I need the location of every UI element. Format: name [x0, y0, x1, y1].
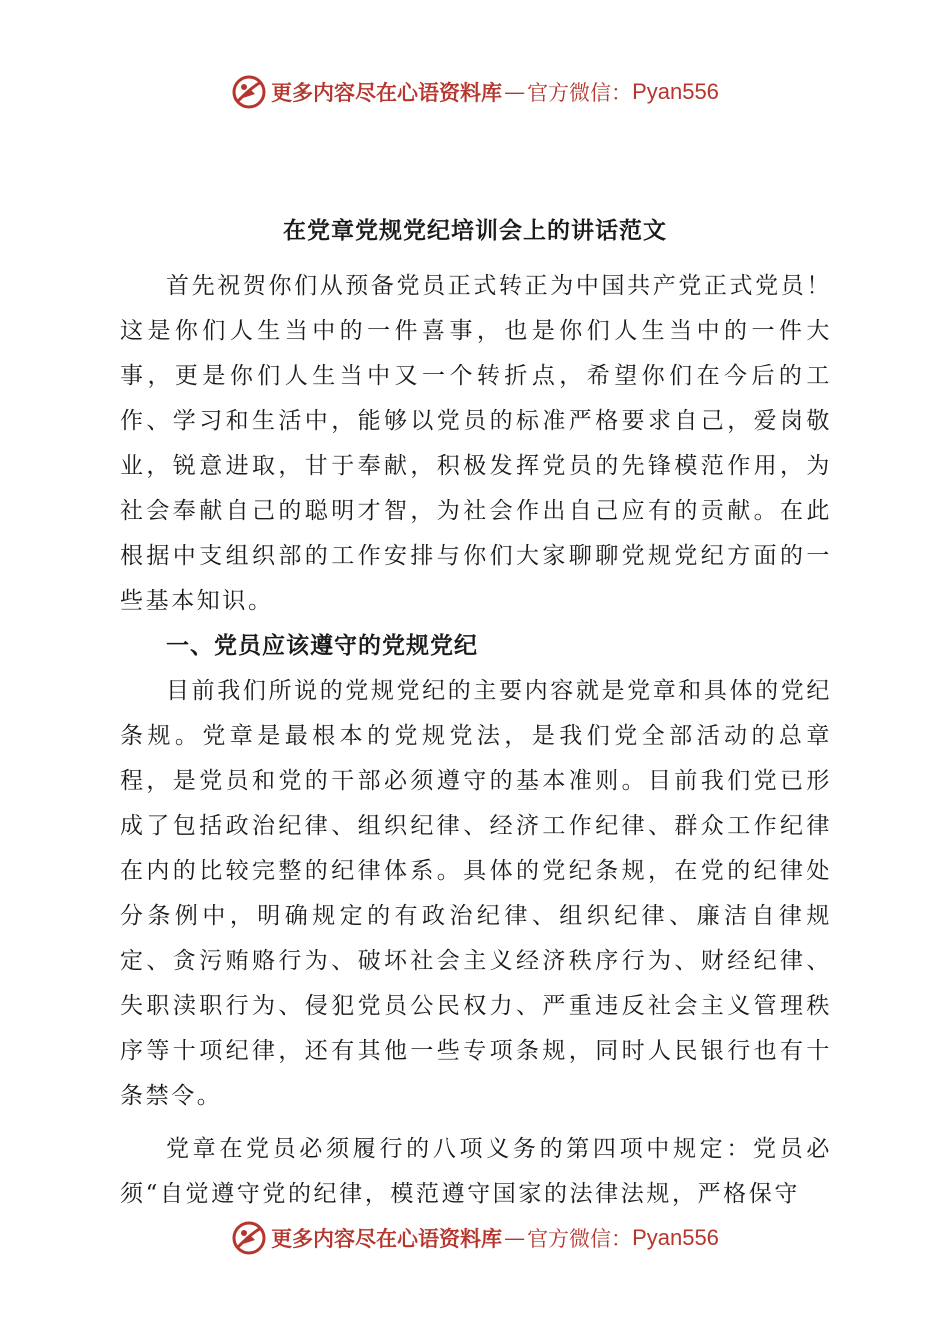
banner-wechat-label: 官方微信：: [527, 81, 633, 105]
paragraph-party-constitution: 党章在党员必须履行的八项义务的第四项中规定：党员必须“自觉遵守党的纪律，模范遵守国家的法律法规，严格保守: [120, 1136, 832, 1207]
brand-logo-icon: [231, 74, 267, 110]
paragraph-intro: 首先祝贺你们从预备党员正式转正为中国共产党正式党员！这是你们人生当中的一件喜事，也是你们人生当中的一件大事，更是你们人生当中又一个转折点，希望你们在今后的工作、学习和生活中，能够以党员的标准严格要求自己，爱岗敬业，锐意进取，甘于奉献，积极发挥党员的先锋模范作用，为社会奉献自己的聪明才智，为社会作出自己应有的贡献。在此根据中支组织部的工作安排与你们大家聊聊党规党纪方面的一些基本知识。: [120, 273, 832, 614]
document-body: [120, 264, 832, 1217]
banner-separator: —: [504, 1226, 526, 1250]
banner-brand-text: 更多内容尽在心语资料库: [271, 80, 503, 105]
document-title: 在党章党规党纪培训会上的讲话范文: [283, 218, 667, 244]
brand-logo-icon: [231, 1220, 267, 1256]
banner-wechat-label: 官方微信：: [527, 1227, 633, 1251]
banner-wechat-id: Pyan556: [632, 79, 719, 104]
paragraph-party-rules: 目前我们所说的党规党纪的主要内容就是党章和具体的党纪条规。党章是最根本的党规党法，是我们党全部活动的总章程，是党员和党的干部必须遵守的基本准则。目前我们党已形成了包括政治纪律、组织纪律、经济工作纪律、群众工作纪律在内的比较完整的纪律体系。具体的党纪条规，在党的纪律处分条例中，明确规定的有政治纪律、组织纪律、廉洁自律规定、贪污贿赂行为、破坏社会主义经济秩序行为、财经纪律、失职渎职行为、侵犯党员公民权力、严重违反社会主义管理秩序等十项纪律，还有其他一些专项条规，同时人民银行也有十条禁令。: [120, 678, 832, 1109]
banner-wechat-id: Pyan556: [632, 1225, 719, 1250]
section-heading-1: 一、党员应该遵守的党规党纪: [166, 633, 478, 659]
banner-separator: —: [504, 80, 526, 104]
header-watermark-banner: [0, 70, 950, 114]
banner-brand-text: 更多内容尽在心语资料库: [271, 1226, 503, 1251]
footer-watermark-banner: [0, 1216, 950, 1260]
